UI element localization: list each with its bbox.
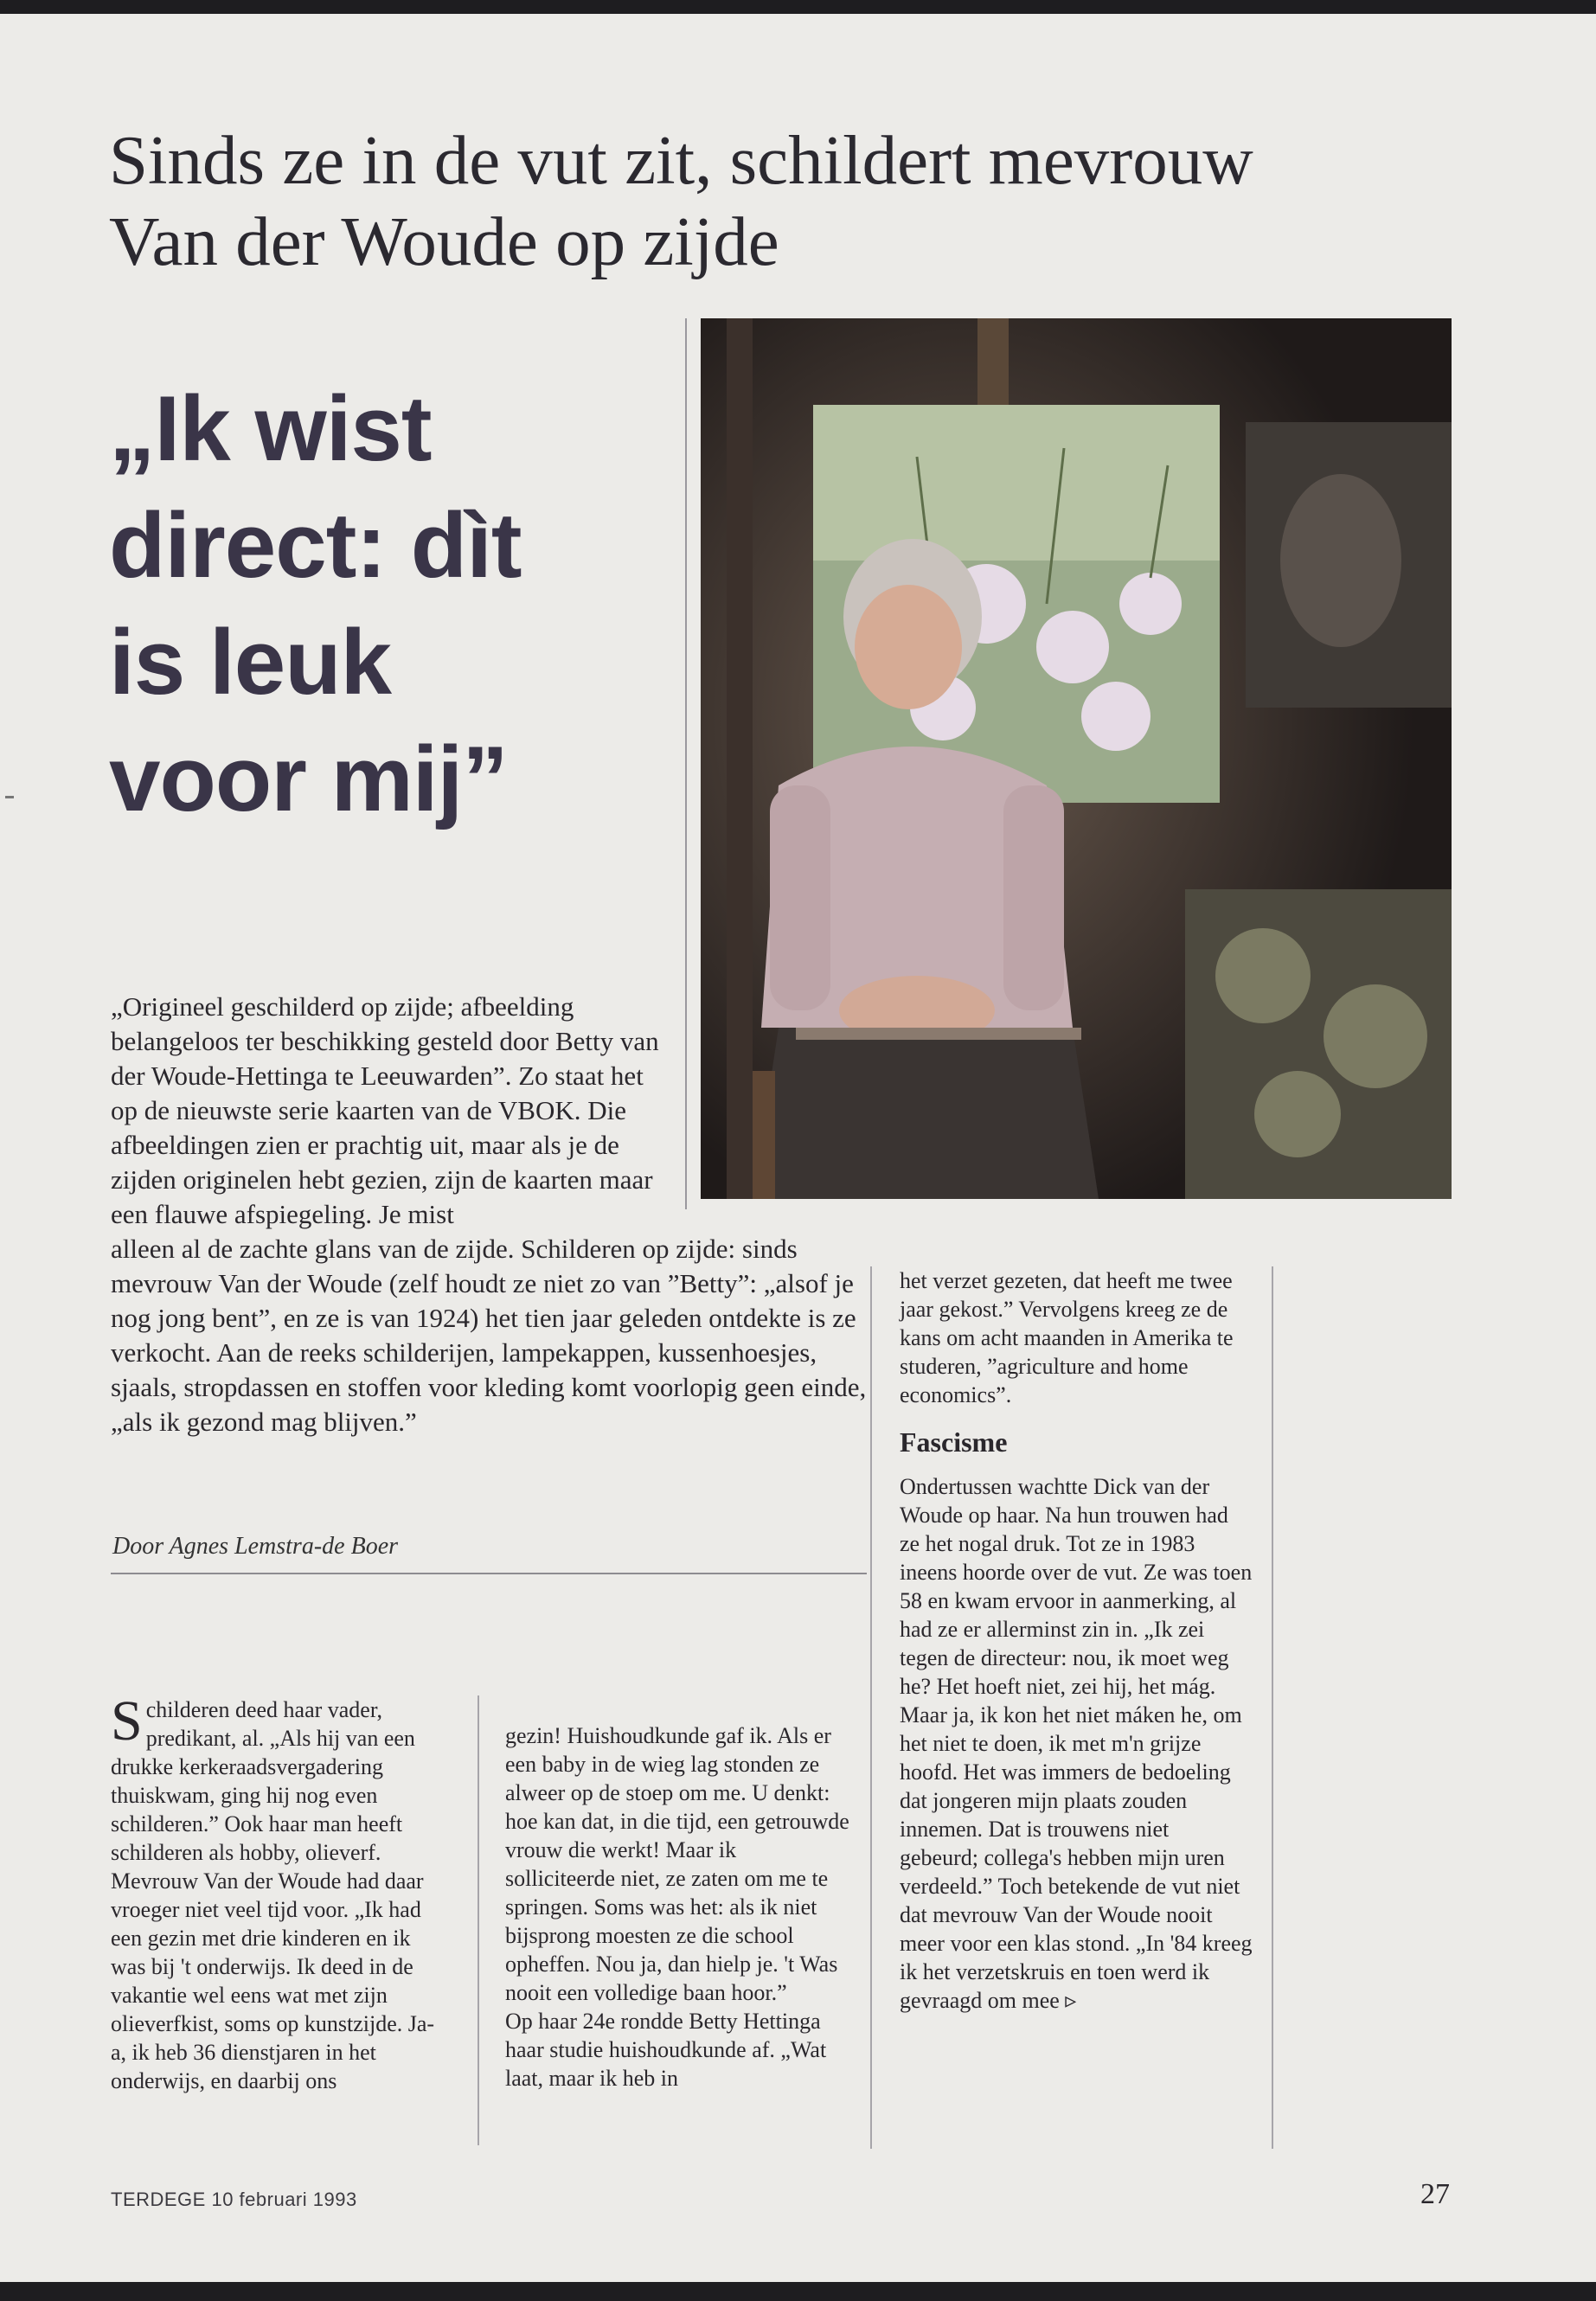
page-number: 27	[1420, 2178, 1450, 2210]
body-column-3	[900, 1266, 1253, 2015]
publication-footer: TERDEGE 10 februari 1993	[111, 2189, 357, 2210]
headline-line-1: Sinds ze in de vut zit, schildert mevrouw	[109, 121, 1253, 199]
column-divider	[1272, 1266, 1273, 2149]
section-subhead: Fascisme	[900, 1426, 1008, 1458]
intro-paragraph	[111, 990, 872, 1439]
scan-mark	[5, 796, 14, 798]
byline: Door Agnes Lemstra-de Boer	[112, 1533, 399, 1560]
quote-line-4: voor mij”	[109, 727, 508, 830]
intro-text-narrow: „Origineel geschilderd op zijde; afbeelding belangeloos ter beschikking gesteld door Betty van der Woude-Hettinga te Leeuwarden”. Zo staat het op de nieuwste serie kaarten van de VBOK. Die afbeeldingen zien er prachtig uit, maar als je de zijden originelen hebt gezien, zijn de kaarten maar een flauwe afspiegeling. Je mist	[111, 991, 659, 1229]
body-column-1	[111, 1689, 448, 2095]
body-text: childeren deed haar vader, predikant, al. „Als hij van een drukke kerkeraadsvergadering thuiskwam, ging hij nog even schilderen.” Ook haar man heeft schilderen als hobby, olieverf. Mevrouw Van der Woude had daar vroeger niet veel tijd voor. „Ik had een gezin met drie kinderen en ik was bij 't onderwijs. Ik deed in de vakantie wel eens wat met zijn olieverfkist, soms op kunstzijde. Ja-a, ik heb 36 dienstjaren in het onderwijs, en daarbij ons	[111, 1697, 435, 2093]
quote-line-1: „Ik wist	[109, 376, 432, 480]
intro-text-wide: alleen al de zachte glans van de zijde. Schilderen op zijde: sinds mevrouw Van der Woude (zelf houdt ze niet zo van ”Betty”: „alsof je nog jong bent”, en ze is van 1924) het tien jaar geleden ontdekte is ze verkocht. Aan de reeks schilderijen, lampekappen, kussenhoesjes, sjaals, stropdassen en stoffen voor kleding komt voorlopig geen einde, „als ik gezond mag blijven.”	[111, 1234, 867, 1437]
headline-line-2: Van der Woude op zijde	[109, 202, 779, 280]
drop-cap: S	[111, 1689, 143, 1753]
column-divider	[870, 1266, 872, 2149]
body-text: Op haar 24e rondde Betty Hettinga haar studie huishoudkunde af. „Wat laat, maar ik heb in	[505, 2009, 827, 2091]
quote-line-3: is leuk	[109, 610, 392, 714]
scan-border-top	[0, 0, 1596, 14]
headline	[109, 119, 1389, 282]
body-text: het verzet gezeten, dat heeft me twee jaar gekost.” Vervolgens kreeg ze de kans om acht maanden in Amerika te studeren, ”agriculture and home economics”.	[900, 1268, 1234, 1407]
quote-line-2: direct: dìt	[109, 493, 522, 597]
body-text: Ondertussen wachtte Dick van der Woude op haar. Na hun trouwen had ze het nogal druk. Tot ze in 1983 ineens hoorde over de vut. Ze was toen 58 en kwam ervoor in aanmerking, al had ze er allerminst zin in. „Ik zei tegen de directeur: nou, ik moet weg he? Het hoeft niet, zei hij, het mág. Maar ja, ik kon het niet máken he, om het niet te doen, ik met m'n grijze hoofd. Het was immers de bedoeling dat jongeren mijn plaats zouden innemen. Dat is trouwens niet gebeurd; collega's hebben mijn uren verdeeld.” Toch betekende de vut niet dat mevrouw Van der Woude nooit meer voor een klas stond. „In '84 kreeg ik het verzetskruis en toen werd ik gevraagd om mee ▹	[900, 1474, 1253, 2013]
body-column-2	[505, 1721, 851, 2093]
intro-divider	[111, 1573, 867, 1574]
body-text: gezin! Huishoudkunde gaf ik. Als er een baby in de wieg lag stonden ze alweer op de stoep om me. U denkt: hoe kan dat, in die tijd, een getrouwde vrouw die werkt! Maar ik solliciteerde niet, ze zaten om me te springen. Soms was het: als ik niet bijsprong moesten ze die school opheffen. Nou ja, dan hielp je. 't Was nooit een volledige baan hoor.”	[505, 1723, 849, 2005]
scan-border-bottom	[0, 2282, 1596, 2301]
pull-quote	[109, 370, 663, 837]
column-divider	[478, 1695, 479, 2145]
